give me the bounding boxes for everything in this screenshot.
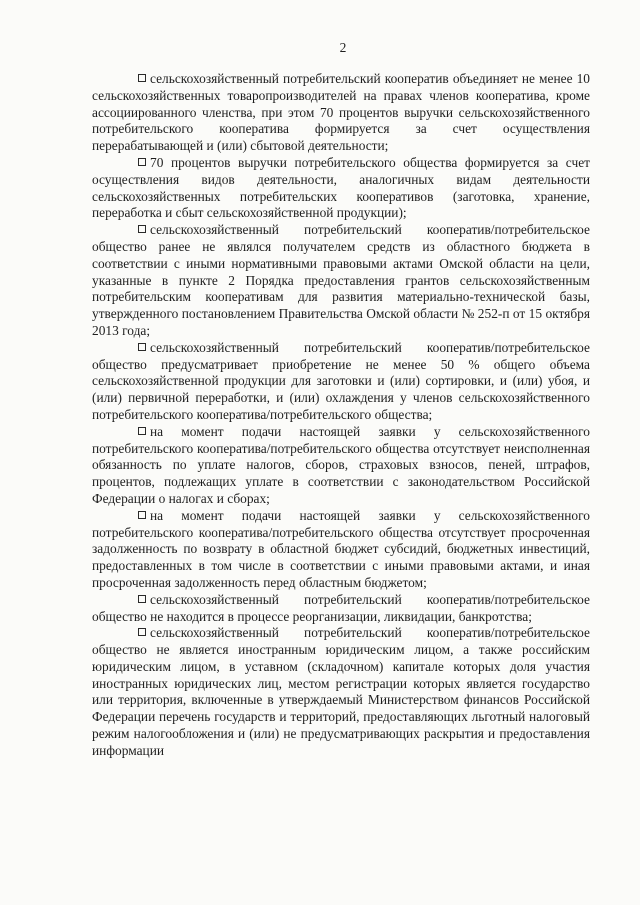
condition-paragraph-4 <box>92 340 590 424</box>
condition-text-5: на момент подачи настоящей заявки у сельскохозяйственного потребительского кооператива/потребительского общества отсутствует неисполненная обязанность по уплате налогов, сборов, страховых взносов, пеней, штрафов, процентов, подлежащих уплате в соответствии с законодательством Российской Федерации о налогах и сборах; <box>92 423 590 506</box>
checkbox-icon[interactable] <box>138 427 146 435</box>
page-number: 2 <box>339 40 347 55</box>
condition-text-6: на момент подачи настоящей заявки у сельскохозяйственного потребительского кооператива/потребительского общества отсутствует просроченная задолженность по возврату в областной бюджет субсидий, бюджетных инвестиций, предоставленных в том числе в соответствии с иными правовыми актами, и иная просроченная задолженность перед областным бюджетом; <box>92 507 590 590</box>
checkbox-icon[interactable] <box>138 74 146 82</box>
condition-text-3: сельскохозяйственный потребительский кооператив/потребительское общество ранее не являлся получателем средств из областного бюджета в соответствии с иными нормативными правовыми актами Омской области на цели, указанные в пункте 2 Порядка предоставления грантов сельскохозяйственным потребительским кооперативам для развития материально-технической базы, утвержденного постановлением Правительства Омской области № 252-п от 15 октября 2013 года; <box>92 222 590 338</box>
condition-text-4: сельскохозяйственный потребительский кооператив/потребительское общество предусматривает приобретение не менее 50 % общего объема сельскохозяйственной продукции для заготовки и (или) сортировки, и (или) убоя, и (или) первичной переработки, и (или) охлаждения у членов сельскохозяйственного потребительского кооператива/потребительского общества; <box>92 339 590 422</box>
condition-paragraph-5 <box>92 424 590 508</box>
condition-text-7: сельскохозяйственный потребительский кооператив/потребительское общество не находится в процессе реорганизации, ликвидации, банкротства; <box>92 591 590 624</box>
checkbox-icon[interactable] <box>138 511 146 519</box>
document-body <box>92 71 590 760</box>
condition-paragraph-3 <box>92 222 590 340</box>
checkbox-icon[interactable] <box>138 158 146 166</box>
condition-paragraph-7 <box>92 592 590 626</box>
checkbox-icon[interactable] <box>138 343 146 351</box>
condition-paragraph-2 <box>92 155 590 222</box>
condition-text-1: сельскохозяйственный потребительский кооператив объединяет не менее 10 сельскохозяйственных товаропроизводителей на правах членов кооператива, кроме ассоциированного членства, при этом 70 процентов выручки сельскохозяйственного потребительского кооператива формируется за счет осуществления перерабатывающей и (или) сбытовой деятельности; <box>92 71 590 154</box>
checkbox-icon[interactable] <box>138 225 146 233</box>
condition-text-2: 70 процентов выручки потребительского общества формируется за счет осуществления видов деятельности, аналогичных видам деятельности сельскохозяйственных потребительских кооперативов (заготовка, хранение, переработка и сбыт сельскохозяйственной продукции); <box>92 154 590 221</box>
condition-paragraph-1 <box>92 71 590 155</box>
condition-paragraph-8 <box>92 625 590 759</box>
condition-text-8: сельскохозяйственный потребительский кооператив/потребительское общество не является иностранным юридическим лицом, а также российским юридическим лицом, в уставном (складочном) капитале которых доля участия иностранных юридических лиц, местом регистрации которых является государство или территория, включенные в утверждаемый Министерством финансов Российской Федерации перечень государств и территорий, предоставляющих льготный налоговый режим налогообложения и (или) не предусматривающих раскрытия и предоставления информации <box>92 625 590 758</box>
condition-paragraph-6 <box>92 508 590 592</box>
checkbox-icon[interactable] <box>138 628 146 636</box>
checkbox-icon[interactable] <box>138 595 146 603</box>
